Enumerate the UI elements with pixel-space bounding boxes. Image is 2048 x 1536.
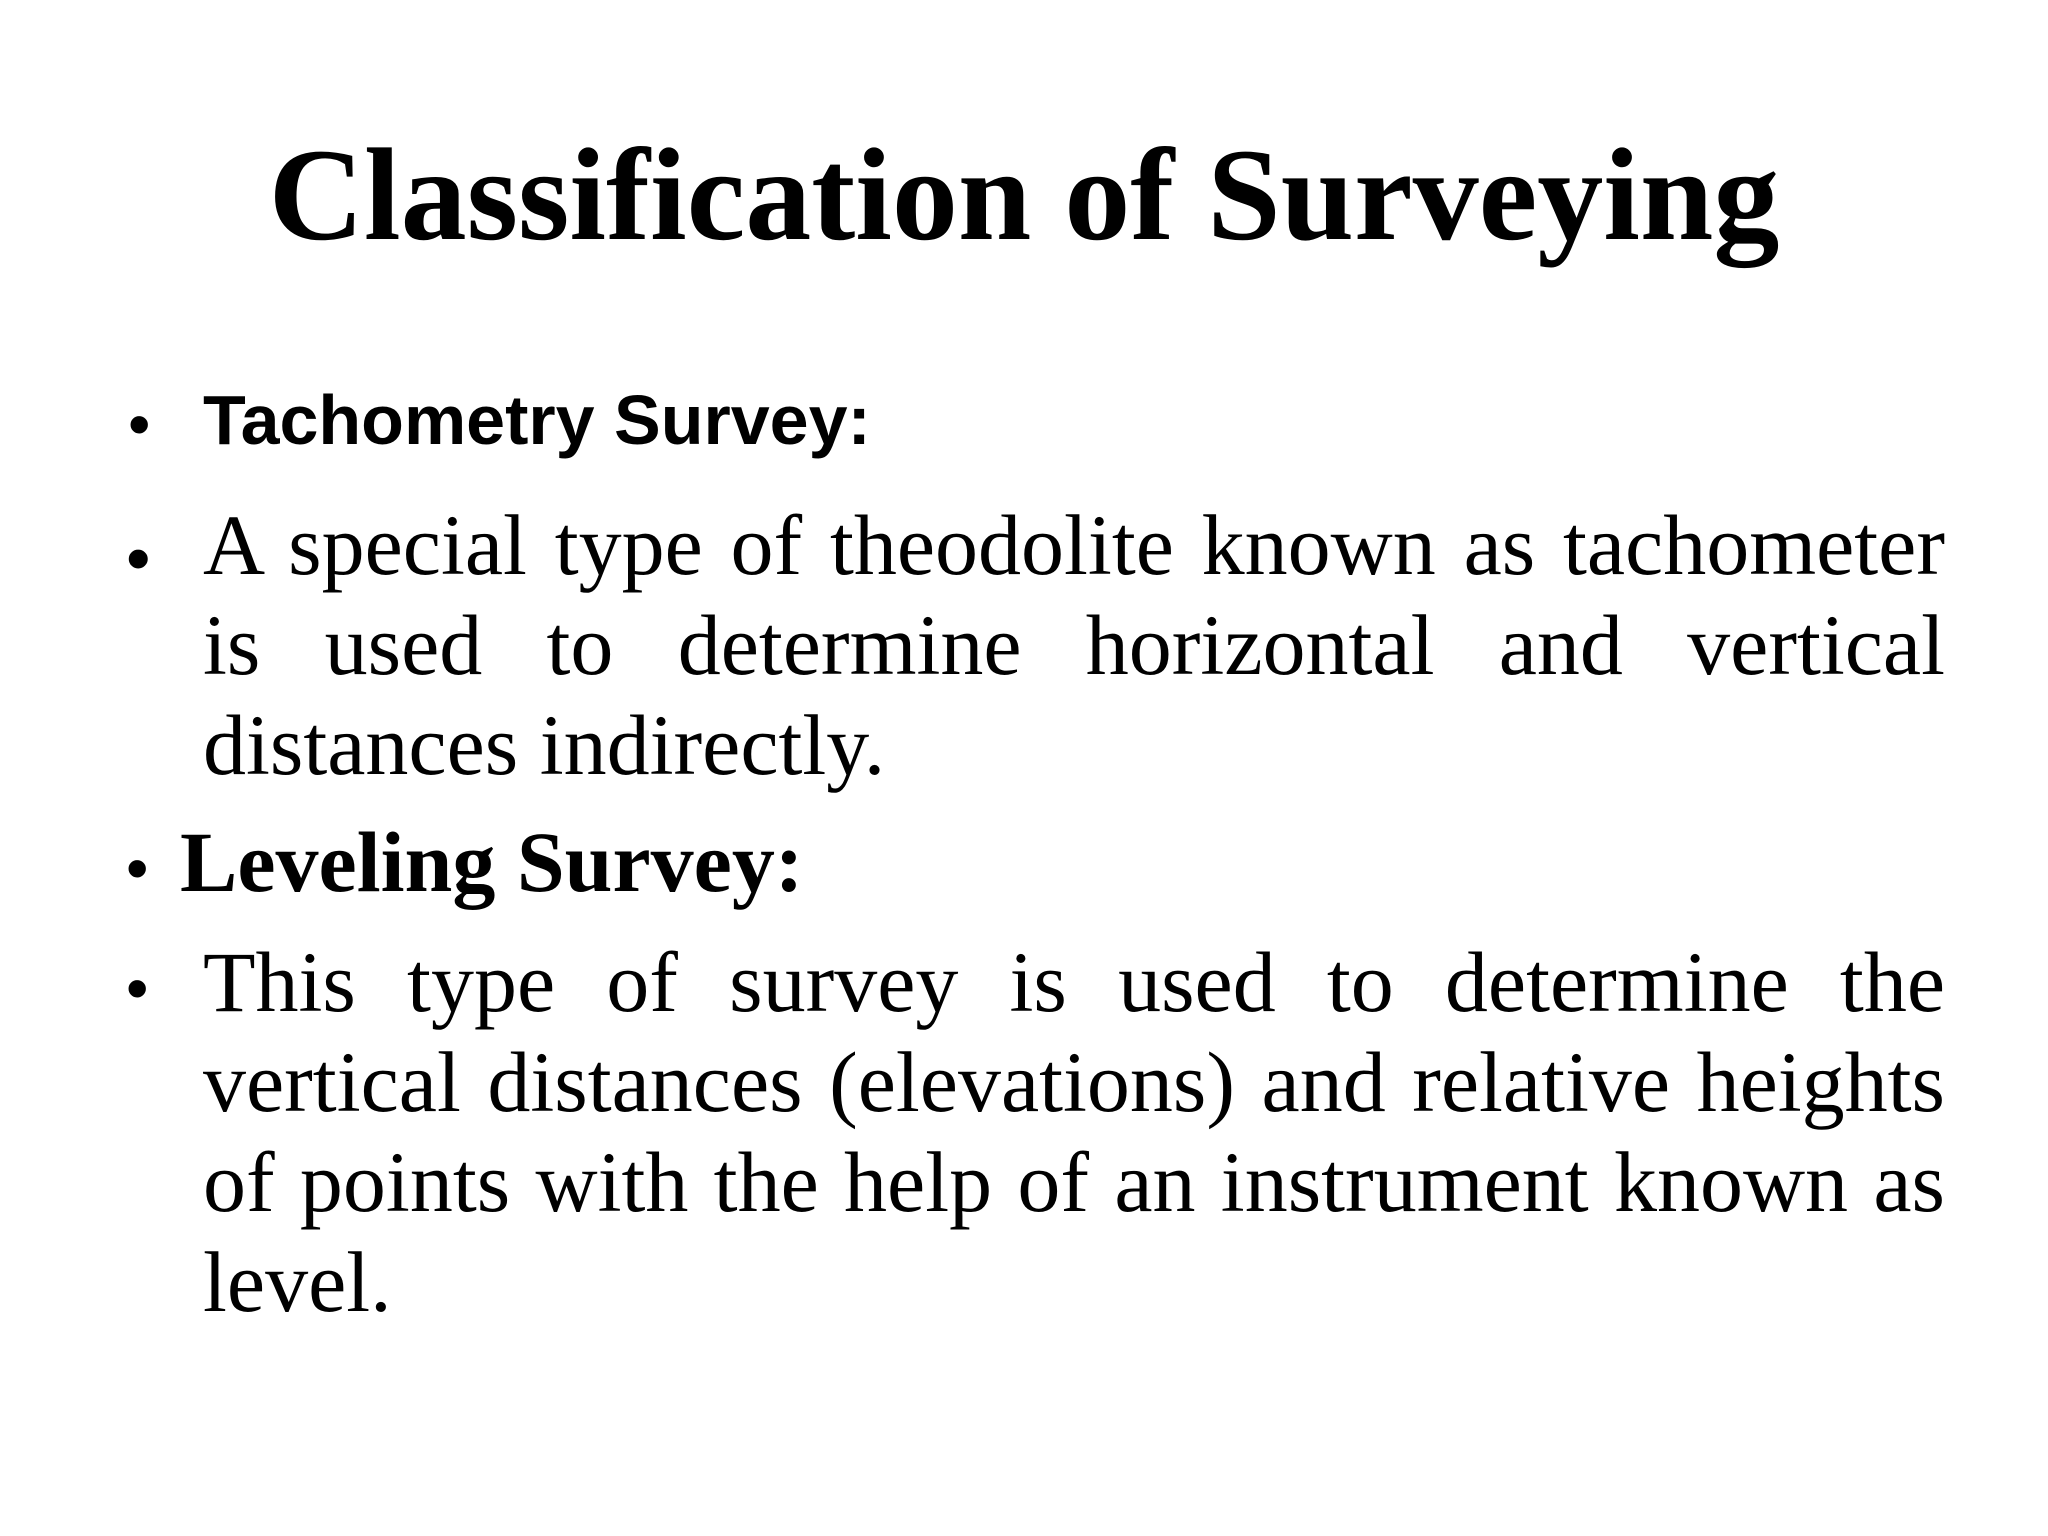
bullet-dot-icon: •	[126, 832, 149, 904]
bullet-dot-icon: •	[126, 952, 149, 1024]
slide-title: Classification of Surveying	[268, 121, 1780, 268]
bullet-text: Tachometry Survey:	[203, 381, 871, 459]
bullet-dot-icon: •	[126, 519, 151, 597]
bullet-dot-icon: •	[128, 388, 151, 460]
bullet-text: This type of survey is used to determine the vertical distances (elevations) and relative heights of points with the help of an instrument known as level.	[203, 934, 1945, 1330]
bullet-text: A special type of theodolite known as tachometer is used to determine horizontal and vertical distances indirectly.	[203, 497, 1945, 793]
bullet-text: Leveling Survey:	[180, 814, 804, 910]
